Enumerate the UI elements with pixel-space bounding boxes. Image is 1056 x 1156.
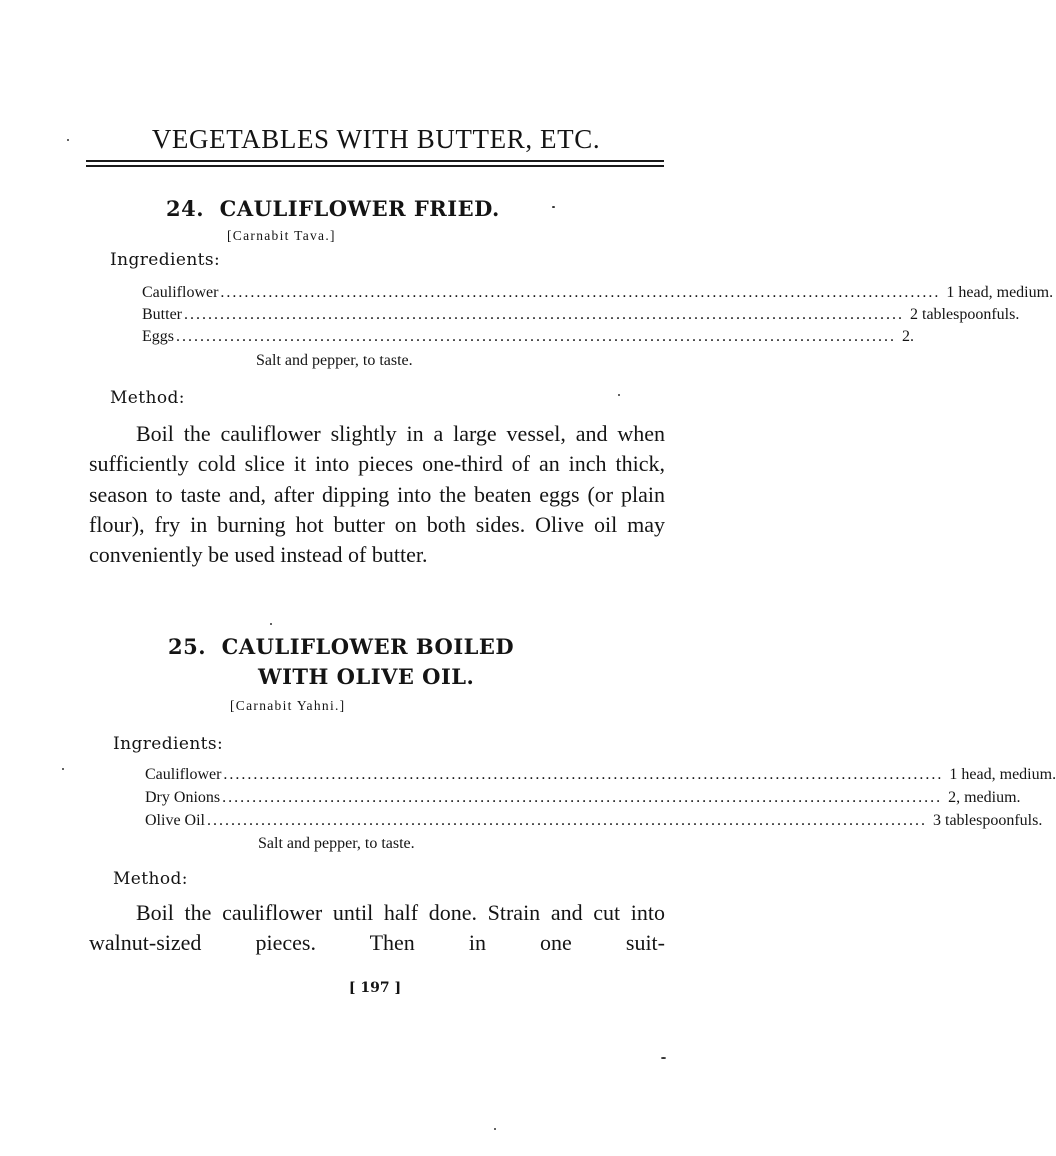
recipe-number: 24. xyxy=(166,196,205,221)
dot-leader: ........................................................................................................................ xyxy=(176,328,896,345)
ingredient-name: Butter xyxy=(142,306,182,323)
header-rule-bottom xyxy=(86,165,664,167)
recipe-title-line: CAULIFLOWER BOILED xyxy=(221,634,515,659)
ingredient-row xyxy=(145,789,1021,807)
ingredient-amount: 2, medium. xyxy=(948,789,1021,806)
scan-speck xyxy=(661,1057,666,1059)
page-number: [ 197 ] xyxy=(348,980,402,996)
turkish-name: [Carnabit Tava.] xyxy=(227,228,336,243)
method-label: Method: xyxy=(113,869,188,889)
seasoning-note: Salt and pepper, to taste. xyxy=(258,835,415,852)
turkish-name: [Carnabit Yahni.] xyxy=(230,698,346,713)
ingredient-row xyxy=(142,306,1020,324)
method-text xyxy=(89,898,665,959)
scan-speck xyxy=(67,139,69,141)
ingredient-amount: 2 tablespoonfuls. xyxy=(910,306,1020,323)
ingredient-row xyxy=(145,766,1056,784)
dot-leader: ........................................................................................................................ xyxy=(184,306,904,323)
scan-speck xyxy=(62,768,64,770)
method-paragraph: Boil the cauliflower slightly in a large vessel, and when sufficiently cold slice it into pieces one-third of an inch thick, season to taste and, after dipping into the beaten eggs (or plain flour), fry in burning hot butter on both sides. Olive oil may conveniently be used instead of butter. xyxy=(89,421,665,568)
method-text xyxy=(89,419,665,570)
ingredient-row xyxy=(145,812,1043,830)
dot-leader: ........................................................................................................................ xyxy=(207,812,927,829)
scan-speck xyxy=(494,1128,496,1130)
ingredient-name: Cauliflower xyxy=(142,284,219,301)
recipe-title-line: CAULIFLOWER FRIED. xyxy=(219,196,500,221)
recipe-number: 25. xyxy=(168,634,207,659)
method-label: Method: xyxy=(110,388,185,408)
ingredient-row xyxy=(142,284,1054,302)
dot-leader: ........................................................................................................................ xyxy=(222,789,943,806)
ingredient-name: Cauliflower xyxy=(145,766,222,783)
header-rule-top xyxy=(86,160,664,162)
ingredient-amount: 3 tablespoonfuls. xyxy=(933,812,1043,829)
dot-leader: ........................................................................................................................ xyxy=(220,284,941,301)
dot-leader: ........................................................................................................................ xyxy=(223,766,944,783)
ingredient-amount: 1 head, medium. xyxy=(949,766,1056,783)
seasoning-note: Salt and pepper, to taste. xyxy=(256,352,413,369)
ingredient-amount: 2. xyxy=(902,328,914,345)
method-paragraph: Boil the cauliflower until half done. Strain and cut into walnut-sized pieces. Then in one suit- xyxy=(89,900,665,956)
scan-speck xyxy=(270,623,272,625)
recipe-title xyxy=(166,196,500,221)
scan-speck xyxy=(618,394,620,396)
ingredient-name: Dry Onions xyxy=(145,789,221,806)
ingredients-label: Ingredients: xyxy=(113,734,224,754)
ingredient-amount: 1 head, medium. xyxy=(946,284,1054,301)
scan-speck xyxy=(552,206,555,208)
ingredients-label: Ingredients: xyxy=(110,250,221,270)
recipe-title-line: WITH OLIVE OIL. xyxy=(258,664,475,689)
ingredient-row xyxy=(142,328,914,346)
recipe-title xyxy=(168,634,514,659)
ingredient-name: Eggs xyxy=(142,328,174,345)
ingredient-name: Olive Oil xyxy=(145,812,205,829)
running-head: VEGETABLES WITH BUTTER, ETC. xyxy=(151,124,601,154)
